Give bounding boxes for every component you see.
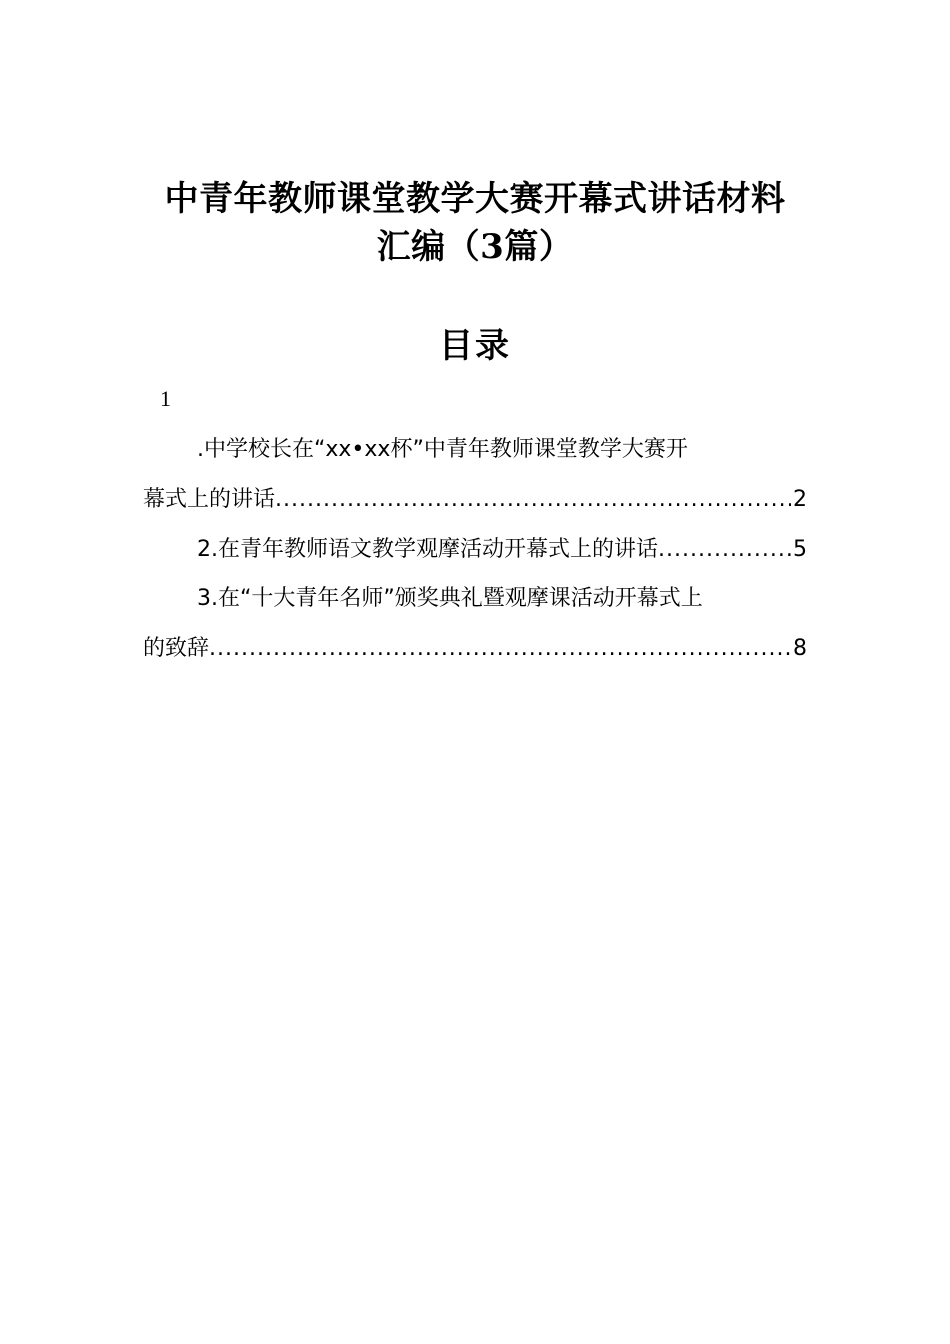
toc-leader-dots: [209, 631, 791, 667]
toc-entry-3-page: 8: [793, 636, 807, 661]
toc-heading: 目录: [439, 326, 511, 366]
toc-entry-2-text: 2.在青年教师语文教学观摩活动开幕式上的讲话: [197, 537, 658, 562]
stray-list-number: 1: [160, 386, 171, 411]
toc-leader-dots: [275, 482, 791, 518]
toc-entry-1-page: 2: [793, 487, 807, 512]
toc-entry-1-text: 幕式上的讲话: [143, 487, 276, 512]
toc-entry-3-line-2[interactable]: [143, 631, 807, 667]
toc-entry-1-line-1[interactable]: .中学校长在“xx•xx杯”中青年教师课堂教学大赛开: [197, 437, 688, 462]
toc-entry-3-text: 的致辞: [143, 636, 210, 661]
toc-entry-2-page: 5: [793, 537, 807, 562]
toc-leader-dots: [658, 532, 791, 568]
document-title-line-1: 中青年教师课堂教学大赛开幕式讲话材料: [164, 179, 786, 219]
toc-entry-1-line-2[interactable]: [143, 482, 807, 518]
document-title-line-2: 汇编（3篇）: [376, 227, 574, 267]
toc-entry-3-line-1[interactable]: 3.在“十大青年名师”颁奖典礼暨观摩课活动开幕式上: [197, 586, 703, 611]
toc-entry-2-line-1[interactable]: [197, 532, 807, 568]
